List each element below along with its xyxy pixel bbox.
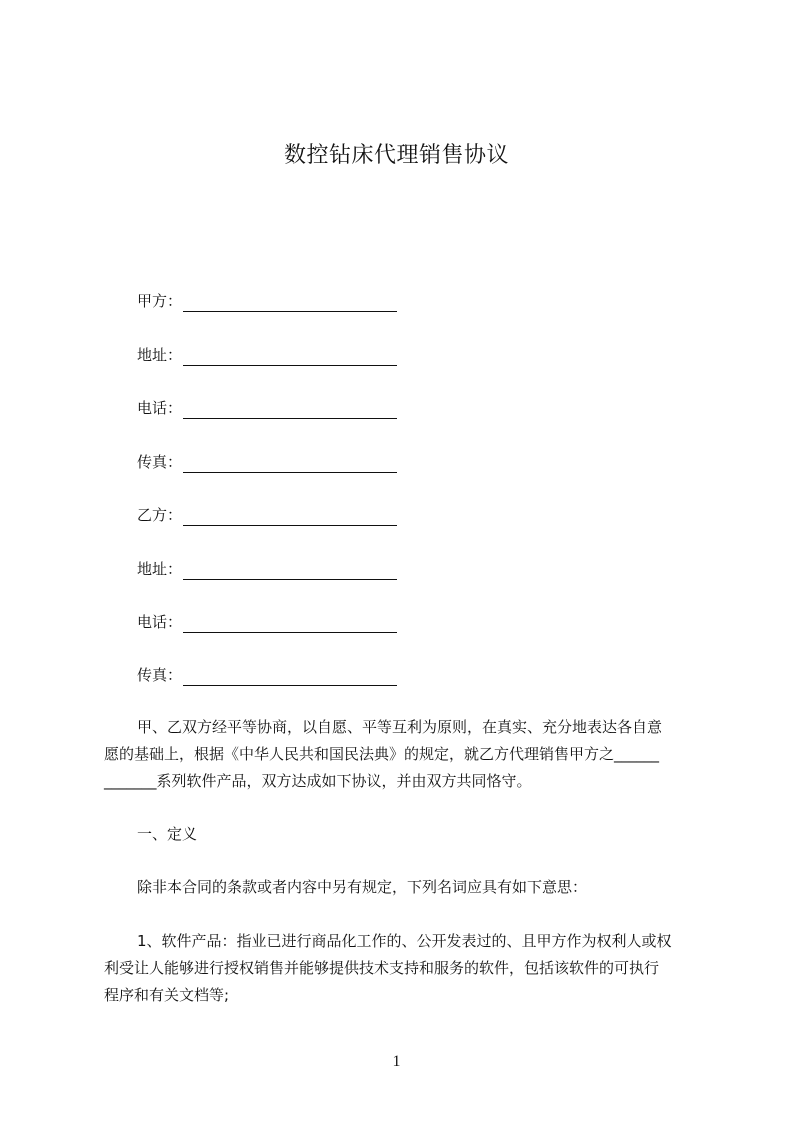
party-b-field — [137, 504, 397, 526]
field-label: 传真： — [137, 666, 183, 684]
field-label: 电话： — [137, 613, 183, 631]
blank-line — [183, 614, 397, 633]
paragraph-line: 1、软件产品：指业已进行商品化工作的、公开发表过的、且甲方作为权利人或权 — [137, 932, 672, 950]
blank-line — [183, 293, 397, 312]
party-a-address-field — [137, 344, 397, 366]
document-title: 数控钻床代理销售协议 — [283, 143, 509, 168]
field-label: 甲方： — [137, 292, 183, 310]
blank-line — [183, 454, 397, 473]
section-heading-text: 一、定义 — [137, 825, 198, 843]
paragraph-line: 甲、乙双方经平等协商，以自愿、平等互利为原则，在真实、充分地表达各自意 — [137, 718, 663, 736]
paragraph-line: _______系列软件产品，双方达成如下协议，并由双方共同恪守。 — [104, 772, 532, 790]
field-label: 地址： — [137, 560, 183, 578]
blank-line — [183, 400, 397, 419]
party-a-phone-field — [137, 397, 397, 419]
definition-intro — [104, 874, 694, 901]
blank-line — [183, 507, 397, 526]
party-b-address-field — [137, 558, 397, 580]
definition-item-1 — [104, 928, 694, 1009]
party-a-fax-field — [137, 451, 397, 473]
field-label: 乙方： — [137, 506, 183, 524]
party-b-fax-field — [137, 664, 397, 686]
field-label: 电话： — [137, 399, 183, 417]
paragraph-line: 愿的基础上，根据《中华人民共和国民法典》的规定，就乙方代理销售甲方之______ — [104, 745, 660, 763]
blank-line — [183, 667, 397, 686]
field-label: 传真： — [137, 453, 183, 471]
paragraph-line: 程序和有关文档等; — [104, 986, 230, 1004]
blank-line — [183, 561, 397, 580]
field-label: 地址： — [137, 346, 183, 364]
paragraph-line: 除非本合同的条款或者内容中另有规定，下列名词应具有如下意思： — [137, 878, 588, 896]
page-number: 1 — [392, 1053, 401, 1070]
blank-line — [183, 347, 397, 366]
paragraph-line: 利受让人能够进行授权销售并能够提供技术支持和服务的软件，包括该软件的可执行 — [104, 959, 660, 977]
party-b-phone-field — [137, 611, 397, 633]
section-heading — [104, 821, 694, 848]
party-a-field — [137, 290, 397, 312]
intro-paragraph — [104, 714, 694, 795]
